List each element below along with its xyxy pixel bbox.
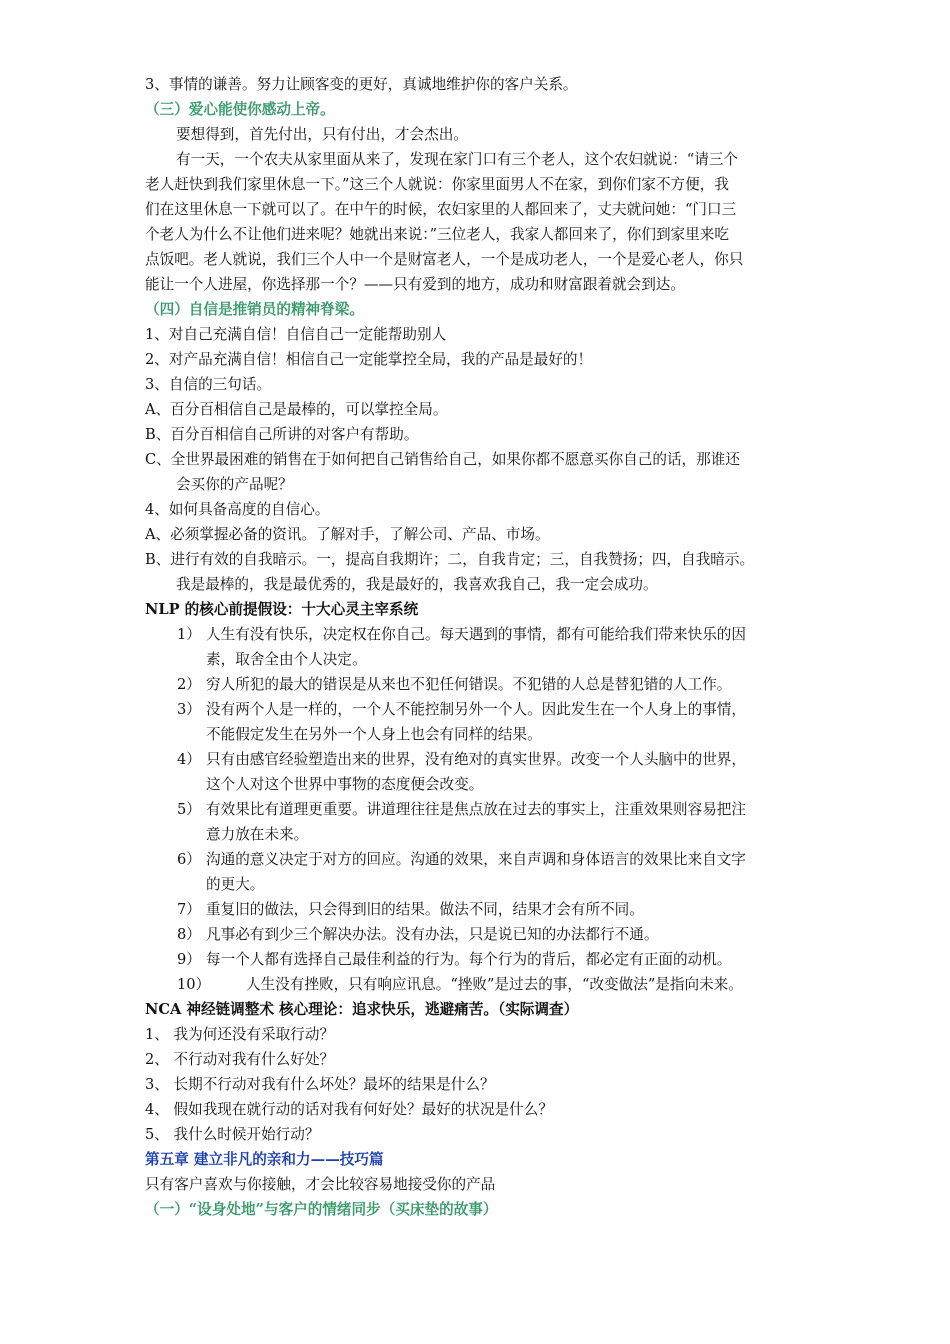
list-item: A、百分百相信自己是最棒的，可以掌控全局。: [145, 401, 448, 418]
paragraph: 3、事情的谦善。努力让顾客变的更好，真诚地维护你的客户关系。: [145, 76, 578, 93]
nlp-item-text: 沟通的意义决定于对方的回应。沟通的效果，来自声调和身体语言的效果比来自文字: [206, 851, 746, 868]
section-heading-3: （三）爱心能使你感动上帝。: [145, 101, 335, 118]
chapter-intro: 只有客户喜欢与你接触，才会比较容易地接受你的产品: [145, 1176, 496, 1193]
nlp-item-number: 9）: [177, 951, 201, 968]
nlp-item-text: 意力放在未来。: [206, 826, 309, 843]
list-item: A、必须掌握必备的资讯。了解对手，了解公司、产品、市场。: [145, 526, 550, 543]
nlp-item-number: 4）: [177, 751, 201, 768]
list-item: B、百分百相信自己所讲的对客户有帮助。: [145, 426, 419, 443]
nlp-item-number: 2）: [177, 676, 201, 693]
nca-heading: NCA 神经链调整术 核心理论：追求快乐，逃避痛苦。（实际调查）: [145, 1001, 579, 1018]
nlp-item-number: 7）: [177, 901, 201, 918]
nlp-item-text: 素，取舍全由个人决定。: [206, 651, 367, 668]
nlp-item-text: 穷人所犯的最大的错误是从来也不犯任何错误。不犯错的人总是替犯错的人工作。: [206, 676, 732, 693]
story-line: 能让一个人进屋，你选择那一个？——只有爱到的地方，成功和财富跟着就会到达。: [145, 276, 685, 293]
nlp-item-text: 没有两个人是一样的，一个人不能控制另外一个人。因此发生在一个人身上的事情，: [206, 701, 746, 718]
list-item: C、全世界最困难的销售在于如何把自己销售给自己，如果你都不愿意买你自己的话，那谁还: [145, 451, 740, 468]
nlp-item-number: 1）: [177, 626, 201, 643]
nca-question: 2、 不行动对我有什么好处？: [145, 1051, 335, 1068]
nlp-item-number: 8）: [177, 926, 201, 943]
nca-question: 4、 假如我现在就行动的话对我有何好处？最好的状况是什么？: [145, 1101, 553, 1118]
nca-question: 5、 我什么时候开始行动？: [145, 1126, 320, 1143]
chapter-subheading: （一）“设身处地”与客户的情绪同步（买床垫的故事）: [145, 1201, 498, 1218]
section-heading-4: （四）自信是推销员的精神脊梁。: [145, 301, 364, 318]
nlp-item-number: 3）: [177, 701, 201, 718]
story-line: 们在这里休息一下就可以了。在中午的时候，农妇家里的人都回来了，丈夫就问她：“门口三: [145, 201, 737, 218]
nlp-item-text: 人生没有挫败，只有响应讯息。“挫败”是过去的事，“改变做法”是指向未来。: [246, 976, 743, 993]
nlp-item-number: 10）: [177, 976, 211, 993]
list-item-continuation: 我是最棒的，我是最优秀的，我是最好的，我喜欢我自己，我一定会成功。: [176, 576, 658, 593]
story-line: 个老人为什么不让他们进来呢？她就出来说：”三位老人，我家人都回来了，你们到家里来吃: [145, 226, 729, 243]
list-item: 2、对产品充满自信！相信自己一定能掌控全局，我的产品是最好的！: [145, 351, 593, 368]
nlp-item-text: 每一个人都有选择自己最佳利益的行为。每个行为的背后，都必定有正面的动机。: [206, 951, 732, 968]
list-item-continuation: 会买你的产品呢？: [176, 476, 293, 493]
list-item: 4、如何具备高度的自信心。: [145, 501, 330, 518]
list-item: B、进行有效的自我暗示。一，提高自我期许；二，自我肯定；三，自我赞扬；四，自我暗示。: [145, 551, 755, 568]
nca-question: 3、 长期不行动对我有什么坏处？最坏的结果是什么？: [145, 1076, 495, 1093]
nca-question: 1、 我为何还没有采取行动？: [145, 1026, 335, 1043]
nlp-item-text: 不能假定发生在另外一个人身上也会有同样的结果。: [206, 726, 542, 743]
nlp-item-text: 人生有没有快乐，决定权在你自己。每天遇到的事情，都有可能给我们带来快乐的因: [206, 626, 746, 643]
nlp-item-text: 凡事必有到少三个解决办法。没有办法，只是说已知的办法都行不通。: [206, 926, 659, 943]
nlp-item-text: 重复旧的做法，只会得到旧的结果。做法不同，结果才会有所不同。: [206, 901, 644, 918]
chapter-title: 第五章 建立非凡的亲和力——技巧篇: [145, 1151, 384, 1168]
nlp-item-text: 有效果比有道理更重要。讲道理往往是焦点放在过去的事实上，注重效果则容易把注: [206, 801, 746, 818]
nlp-item-text: 的更大。: [206, 876, 265, 893]
nlp-item-text: 这个人对这个世界中事物的态度便会改变。: [206, 776, 484, 793]
nlp-item-number: 5）: [177, 801, 201, 818]
paragraph: 要想得到，首先付出，只有付出，才会杰出。: [176, 126, 468, 143]
story-line: 点饭吧。老人就说，我们三个人中一个是财富老人，一个是成功老人，一个是爱心老人，你只: [145, 251, 744, 268]
story-line: 老人赶快到我们家里休息一下。”这三个人就说：你家里面男人不在家，到你们家不方便，我: [145, 176, 729, 193]
nlp-item-text: 只有由感官经验塑造出来的世界，没有绝对的真实世界。改变一个人头脑中的世界，: [206, 751, 746, 768]
list-item: 1、对自己充满自信！自信自己一定能帮助别人: [145, 326, 447, 343]
nlp-item-number: 6）: [177, 851, 201, 868]
list-item: 3、自信的三句话。: [145, 376, 272, 393]
nlp-heading: NLP 的核心前提假设：十大心灵主宰系统: [145, 601, 419, 618]
story-line: 有一天，一个农夫从家里面从来了，发现在家门口有三个老人，这个农妇就说：“请三个: [176, 151, 739, 168]
